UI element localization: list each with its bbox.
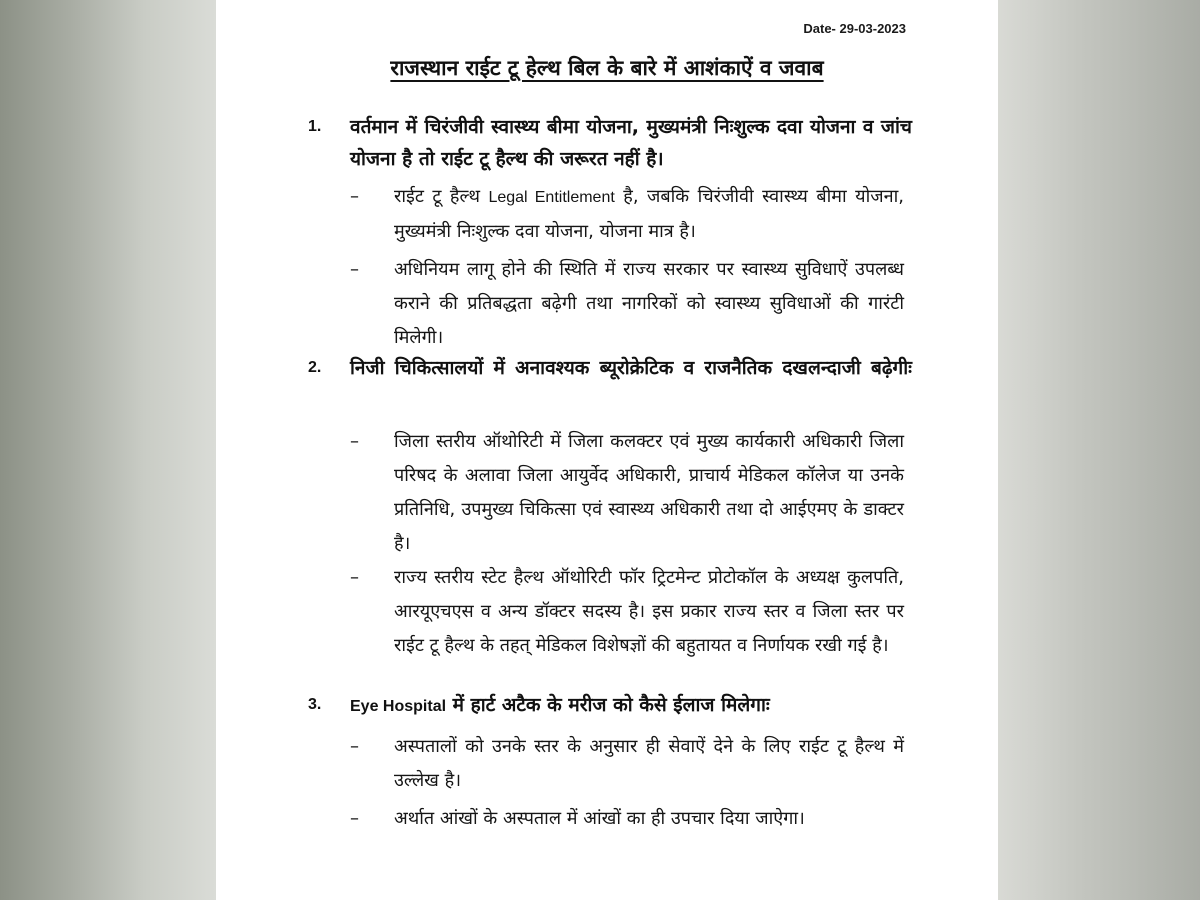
dash-bullet: – [350, 808, 359, 829]
answer-text: राज्य स्तरीय स्टेट हैल्थ ऑथोरिटी फॉर ट्रिटमेन्ट प्रोटोकॉल के अध्यक्ष कुलपति, आरयूएचएस व अन्य डॉक्टर सदस्य है। इस प्रकार राज्य स्तर व जिला स्तर पर राईट टू हैल्थ के तहत् मेडिकल विशेषज्ञों की बहुतायत व निर्णायक रखी गई है। [394, 567, 904, 656]
question-text [350, 689, 912, 723]
answer-2-1 [350, 425, 904, 561]
question-number: 3. [308, 696, 322, 713]
answer-text: अर्थात आंखों के अस्पताल में आंखों का ही उपचार दिया जाऐगा। [394, 808, 805, 829]
question-latin-term: Eye Hospital [350, 698, 447, 715]
answer-text [394, 180, 904, 249]
answer-text: जिला स्तरीय ऑथोरिटी में जिला कलक्टर एवं मुख्य कार्यकारी अधिकारी जिला परिषद के अलावा जिला आयुर्वेद अधिकारी, प्राचार्य मेडिकल कॉलेज या उनके प्रतिनिधि, उपमुख्य चिकित्सा एवं स्वास्थ्य अधिकारी तथा दो आईएमए के डाक्टर है। [394, 431, 904, 554]
question-number: 1. [308, 118, 322, 135]
document-date: Date- 29-03-2023 [803, 21, 906, 36]
question-text: निजी चिकित्सालयों में अनावश्यक ब्यूरोक्रेटिक व राजनैतिक दखलन्दाजी बढ़ेगीः [350, 357, 912, 379]
question-1 [308, 111, 912, 175]
dash-bullet: – [350, 259, 359, 280]
dash-bullet: – [350, 186, 359, 207]
background-right [998, 0, 1200, 900]
document-title-text: राजस्थान राईट टू हेल्थ बिल के बारे में आशंकाऐं व जवाब [390, 56, 824, 80]
answer-text-part: राईट टू हैल्थ [394, 186, 480, 207]
dash-bullet: – [350, 736, 359, 757]
answer-3-1 [350, 730, 904, 798]
question-text: वर्तमान में चिरंजीवी स्वास्थ्य बीमा योजना, मुख्यमंत्री निःशुल्क दवा योजना व जांच योजना है तो राईट टू हैल्थ की जरूरत नहीं है। [350, 116, 912, 170]
question-number: 2. [308, 359, 322, 376]
answer-latin-term: Legal Entitlement [488, 189, 615, 206]
answer-1-2 [350, 253, 904, 355]
question-text-part: में हार्ट अटैक के मरीज को कैसे ईलाज मिलेगाः [452, 694, 770, 716]
answer-text-part: है, जबकि चिरंजीवी स्वास्थ्य बीमा योजना, मुख्यमंत्री निःशुल्क दवा योजना, योजना मात्र है। [394, 186, 904, 242]
answer-2-2 [350, 561, 904, 663]
dash-bullet: – [350, 431, 359, 452]
document-page [216, 0, 998, 900]
dash-bullet: – [350, 567, 359, 588]
answer-text: अस्पतालों को उनके स्तर के अनुसार ही सेवाऐं देने के लिए राईट टू हैल्थ में उल्लेख है। [394, 736, 904, 791]
answer-text: अधिनियम लागू होने की स्थिति में राज्य सरकार पर स्वास्थ्य सुविधाऐं उपलब्ध कराने की प्रतिबद्धता बढ़ेगी तथा नागरिकों को स्वास्थ्य सुविधाओं की गारंटी मिलेगी। [394, 259, 904, 348]
answer-1-1 [350, 180, 904, 249]
document-title [216, 54, 998, 82]
answer-3-2 [350, 802, 904, 836]
question-3 [308, 689, 912, 723]
question-2 [308, 352, 912, 384]
